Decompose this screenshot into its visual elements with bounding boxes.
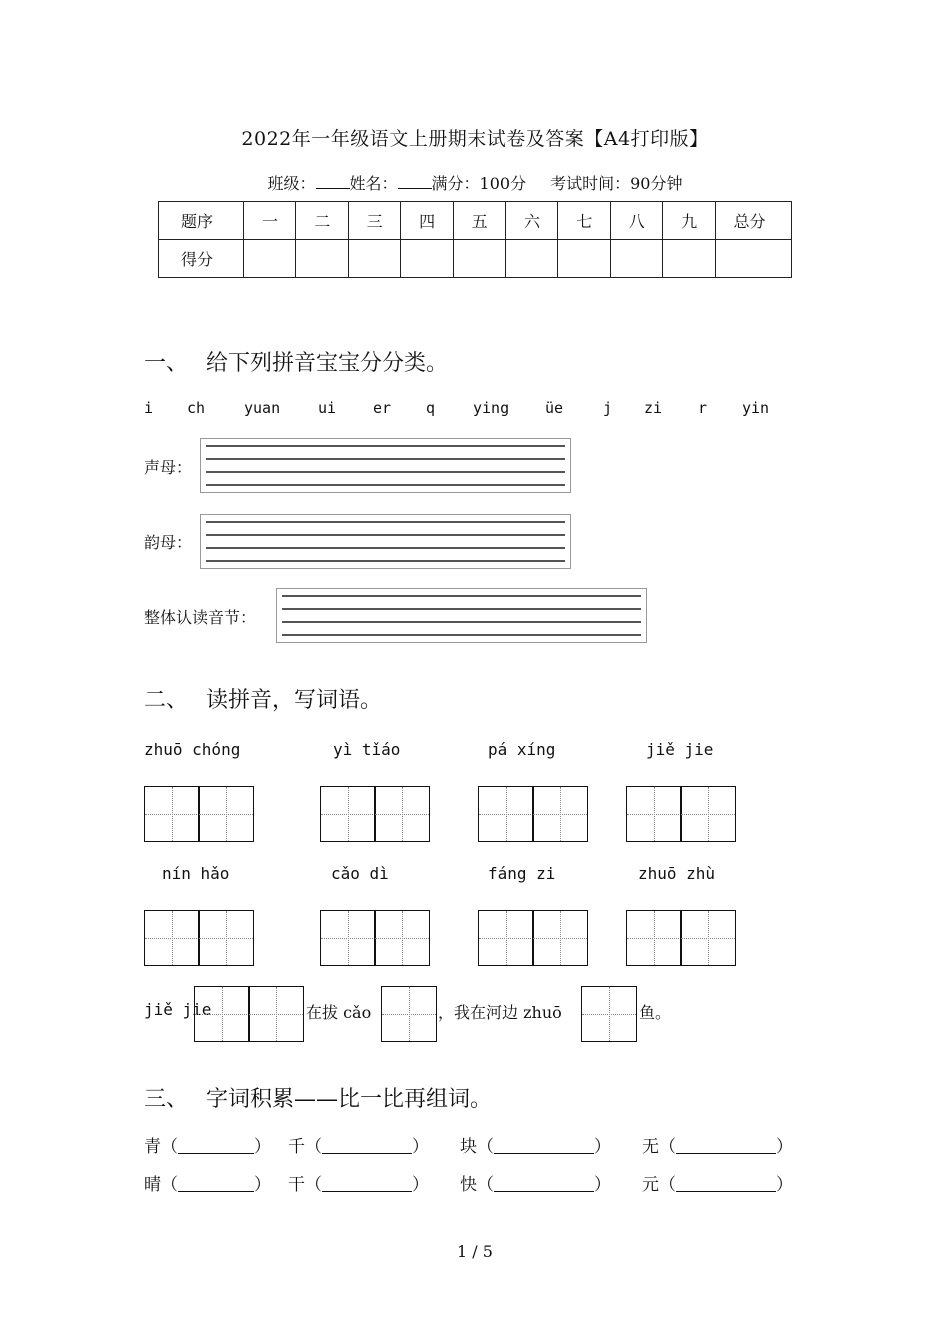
- table-cell: 得分: [159, 240, 244, 278]
- pinyin-prompt: nín hǎo: [162, 864, 230, 883]
- pinyin-item: yuan: [244, 399, 281, 417]
- char-prompt: 元（: [642, 1175, 676, 1195]
- score-cell[interactable]: [505, 240, 557, 278]
- section-title: 给下列拼音宝宝分分类。: [206, 351, 449, 376]
- char-prompt: 块（: [460, 1137, 494, 1157]
- tian-grid[interactable]: [381, 986, 437, 1042]
- table-cell: 五: [453, 202, 505, 240]
- word-group-row: [460, 1170, 611, 1195]
- section-title: 读拼音，写词语。: [206, 688, 383, 713]
- finals-label: 韵母：: [144, 533, 193, 552]
- class-blank[interactable]: [316, 174, 350, 189]
- section-1-heading: [144, 346, 448, 377]
- tian-grid[interactable]: [144, 786, 254, 842]
- pinyin-item: ch: [187, 399, 206, 417]
- word-group-row: [288, 1132, 429, 1157]
- section-number: 二、: [144, 688, 189, 713]
- paren: ）: [594, 1137, 611, 1157]
- score-cell[interactable]: [558, 240, 610, 278]
- score-cell[interactable]: [348, 240, 400, 278]
- paren: ）: [776, 1175, 793, 1195]
- initials-writing-lines[interactable]: [200, 438, 571, 493]
- paren: ）: [594, 1175, 611, 1195]
- finals-writing-lines[interactable]: [200, 514, 571, 569]
- pinyin-item: yin: [742, 399, 770, 417]
- name-label: 姓名：: [349, 174, 398, 193]
- table-cell: 一: [244, 202, 296, 240]
- answer-blank[interactable]: [322, 1175, 412, 1192]
- score-cell[interactable]: [401, 240, 453, 278]
- pinyin-item: r: [698, 399, 708, 417]
- name-blank[interactable]: [398, 174, 432, 189]
- table-cell: 题序: [159, 202, 244, 240]
- char-prompt: 青（: [144, 1137, 178, 1157]
- exam-time: 考试时间：90分钟: [550, 174, 683, 193]
- score-table: [158, 201, 792, 278]
- whole-syllables-label: 整体认读音节：: [144, 608, 257, 627]
- sentence-part: 鱼。: [639, 1003, 672, 1022]
- tian-grid[interactable]: [581, 986, 637, 1042]
- score-cell[interactable]: [453, 240, 505, 278]
- table-cell: 八: [610, 202, 662, 240]
- section-title: 字词积累——比一比再组词。: [206, 1087, 493, 1112]
- word-group-row: [144, 1170, 271, 1195]
- tian-grid[interactable]: [320, 910, 430, 966]
- answer-blank[interactable]: [178, 1175, 254, 1192]
- score-cell[interactable]: [610, 240, 662, 278]
- tian-grid[interactable]: [320, 786, 430, 842]
- sentence-part: 在拔 cǎo: [306, 1003, 372, 1022]
- pinyin-prompt: jiě jie: [646, 740, 714, 759]
- pinyin-item: j: [603, 399, 613, 417]
- pinyin-item: zi: [644, 399, 663, 417]
- section-number: 一、: [144, 351, 189, 376]
- pinyin-item: q: [426, 399, 436, 417]
- word-group-row: [642, 1132, 793, 1157]
- table-cell: 三: [348, 202, 400, 240]
- sentence-part: jiě jie: [144, 1000, 212, 1019]
- table-cell: 七: [558, 202, 610, 240]
- full-score: 满分：100分: [431, 174, 527, 193]
- whole-syllables-writing-lines[interactable]: [276, 588, 647, 643]
- word-group-row: [288, 1170, 429, 1195]
- pinyin-prompt: pá xíng: [488, 740, 556, 759]
- paren: ）: [412, 1175, 429, 1195]
- page-title: 2022年一年级语文上册期末试卷及答案【A4打印版】: [241, 128, 709, 150]
- pinyin-item: üe: [545, 399, 564, 417]
- char-prompt: 千（: [288, 1137, 322, 1157]
- table-cell: 四: [401, 202, 453, 240]
- answer-blank[interactable]: [494, 1137, 594, 1154]
- answer-blank[interactable]: [676, 1137, 776, 1154]
- pinyin-prompt: fáng zi: [488, 864, 556, 883]
- class-label: 班级：: [267, 174, 316, 193]
- word-group-row: [144, 1132, 271, 1157]
- pinyin-prompt: cǎo dì: [331, 864, 389, 883]
- pinyin-item: ying: [473, 399, 510, 417]
- char-prompt: 无（: [642, 1137, 676, 1157]
- table-cell: 二: [296, 202, 348, 240]
- answer-blank[interactable]: [178, 1137, 254, 1154]
- table-cell: 九: [663, 202, 715, 240]
- table-cell: 总分: [715, 202, 791, 240]
- initials-label: 声母：: [144, 458, 193, 477]
- section-3-heading: [144, 1082, 492, 1113]
- char-prompt: 干（: [288, 1175, 322, 1195]
- tian-grid[interactable]: [626, 786, 736, 842]
- pinyin-item: i: [144, 399, 154, 417]
- char-prompt: 晴（: [144, 1175, 178, 1195]
- section-2-heading: [144, 683, 382, 714]
- tian-grid[interactable]: [478, 910, 588, 966]
- tian-grid[interactable]: [144, 910, 254, 966]
- paren: ）: [412, 1137, 429, 1157]
- tian-grid[interactable]: [194, 986, 304, 1042]
- word-group-row: [460, 1132, 611, 1157]
- tian-grid[interactable]: [626, 910, 736, 966]
- table-cell: 六: [505, 202, 557, 240]
- score-table-score-row: [159, 240, 792, 278]
- answer-blank[interactable]: [676, 1175, 776, 1192]
- score-cell[interactable]: [715, 240, 791, 278]
- tian-grid[interactable]: [478, 786, 588, 842]
- word-group-row: [642, 1170, 793, 1195]
- score-cell[interactable]: [296, 240, 348, 278]
- answer-blank[interactable]: [494, 1175, 594, 1192]
- pinyin-prompt: zhuō zhù: [638, 864, 716, 883]
- pinyin-prompt: yì tǐáo: [333, 740, 401, 759]
- paren: ）: [254, 1137, 271, 1157]
- score-cell[interactable]: [663, 240, 715, 278]
- score-cell[interactable]: [244, 240, 296, 278]
- pinyin-item: ui: [318, 399, 337, 417]
- char-prompt: 快（: [460, 1175, 494, 1195]
- sentence-part: ，我在河边 zhuō: [438, 1003, 562, 1022]
- paren: ）: [254, 1175, 271, 1195]
- pinyin-item: er: [373, 399, 392, 417]
- section-number: 三、: [144, 1087, 189, 1112]
- score-table-header-row: [159, 202, 792, 240]
- exam-info: [0, 171, 950, 194]
- answer-blank[interactable]: [322, 1137, 412, 1154]
- page-number: 1 / 5: [457, 1242, 493, 1261]
- paren: ）: [776, 1137, 793, 1157]
- pinyin-prompt: zhuō chóng: [144, 740, 241, 759]
